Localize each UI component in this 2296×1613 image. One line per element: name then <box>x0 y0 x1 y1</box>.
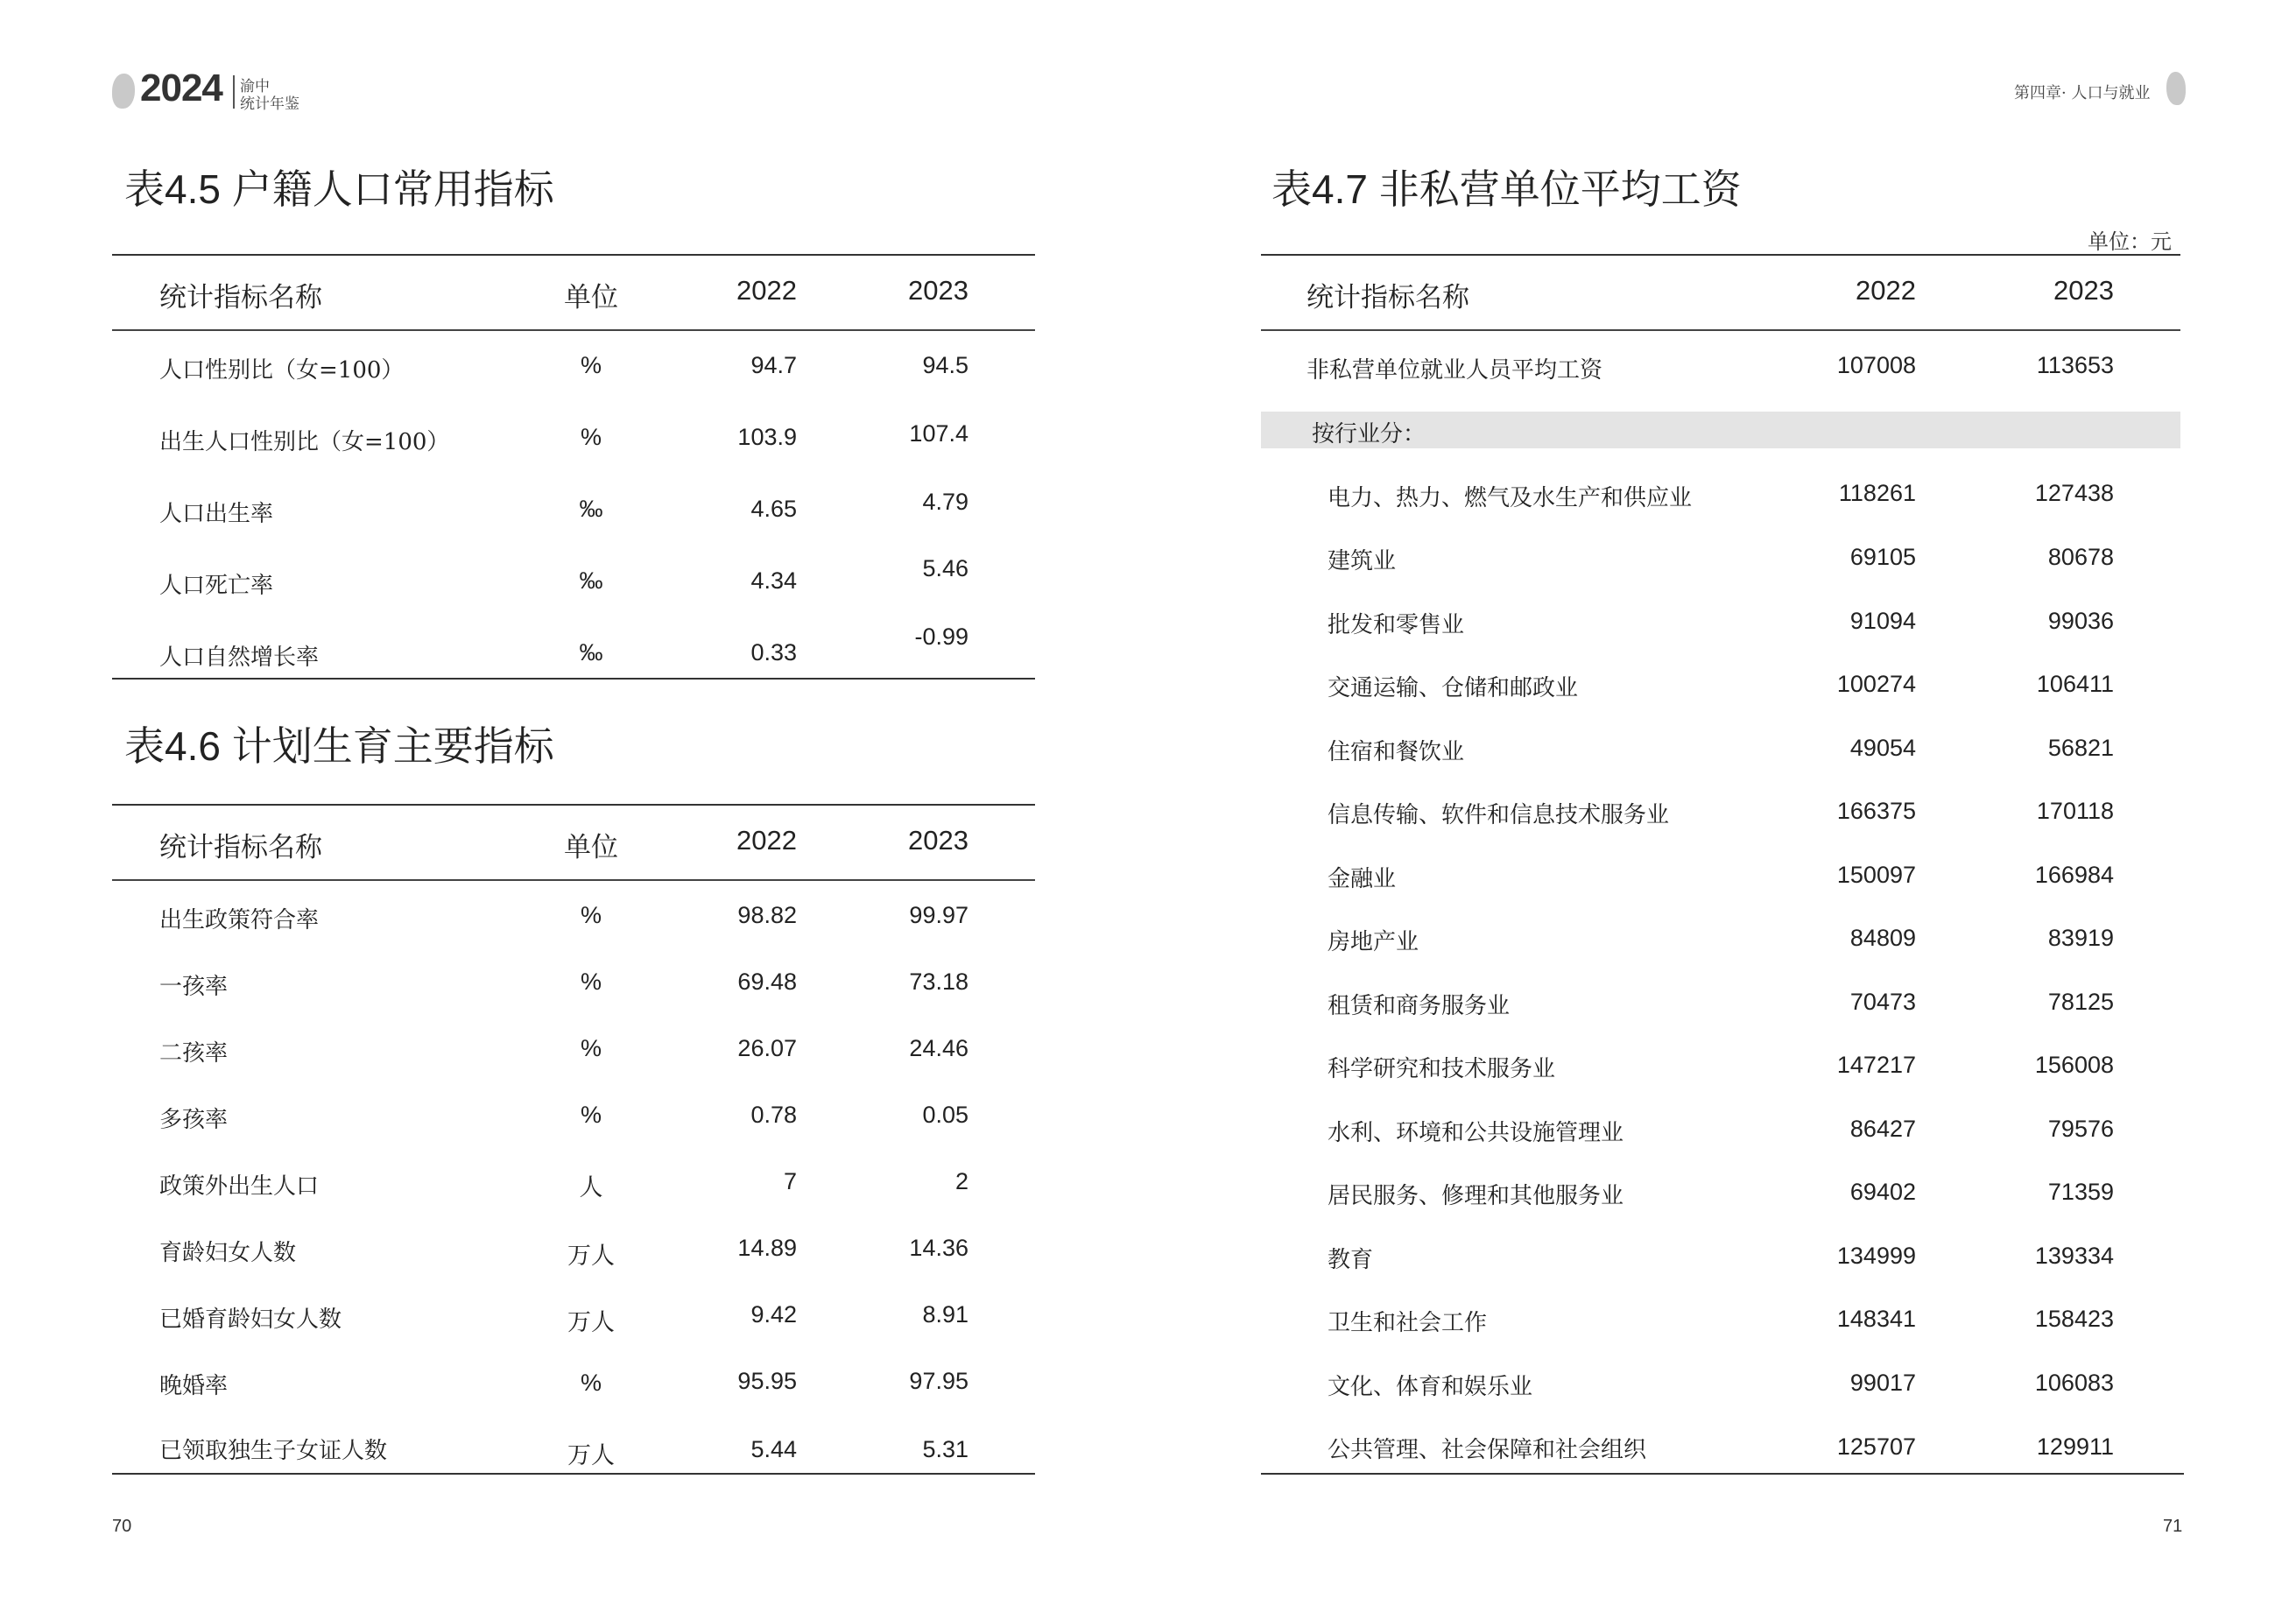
table-row-value-2023: 78125 <box>2047 989 2114 1015</box>
table-row-label: 电力、热力、燃气及水生产和供应业 <box>1328 485 1693 511</box>
table-row-unit: % <box>580 1102 602 1128</box>
table-row-value-2023: 79576 <box>2047 1116 2114 1142</box>
table-row-value-2023: 94.5 <box>922 352 968 378</box>
table-row-value-2023: 5.31 <box>922 1436 968 1462</box>
table47-bottom-rule <box>1261 1473 2184 1475</box>
table-row-value-2023: 139334 <box>2034 1243 2114 1269</box>
table-row-unit: 万人 <box>567 1442 615 1469</box>
logo-divider <box>233 75 235 109</box>
table-row-value-2022: 91094 <box>1849 608 1916 634</box>
table-row-label: 育龄妇女人数 <box>159 1240 297 1266</box>
table47-total-label: 非私营单位就业人员平均工资 <box>1306 357 1603 384</box>
table-row-value-2022: 69402 <box>1849 1179 1916 1205</box>
page-number-left: 70 <box>112 1517 132 1536</box>
table-row-label: 租赁和商务服务业 <box>1328 993 1511 1019</box>
table-row-label: 人口自然增长率 <box>159 644 320 671</box>
table-row-value-2023: 0.05 <box>922 1102 968 1128</box>
table-row-label: 已领取独生子女证人数 <box>159 1438 388 1464</box>
table-row-value-2022: 69105 <box>1849 544 1916 570</box>
table-row-label: 金融业 <box>1328 866 1397 892</box>
table-row-value-2022: 103.9 <box>737 424 797 450</box>
table-row-value-2023: 97.95 <box>909 1368 968 1394</box>
table-row-label: 出生人口性别比（女=100） <box>159 429 450 455</box>
table-row-label: 政策外出生人口 <box>159 1173 320 1200</box>
table45-top-rule <box>112 254 1035 256</box>
table-row-value-2023: 99.97 <box>909 902 968 928</box>
table-row-value-2023: 4.79 <box>922 489 968 515</box>
table46-header-2022: 2022 <box>736 825 797 856</box>
table-row-value-2023: 83919 <box>2047 925 2114 951</box>
table-row-value-2022: 150097 <box>1836 862 1916 888</box>
table-row-unit: % <box>580 902 602 928</box>
header-book-line2: 统计年鉴 <box>240 95 299 113</box>
table-row-value-2022: 4.65 <box>750 496 797 522</box>
table46-bottom-rule <box>112 1473 1035 1475</box>
table-row-value-2022: 49054 <box>1849 735 1916 761</box>
table47-unit-note: 单位：元 <box>2088 229 2172 254</box>
table-row-unit: % <box>580 1035 602 1061</box>
table-row-label: 教育 <box>1328 1247 1374 1273</box>
table-row-value-2023: 73.18 <box>909 969 968 995</box>
table-row-unit: ‰ <box>579 496 603 522</box>
table-row-value-2023: 8.91 <box>922 1301 968 1328</box>
table-row-value-2022: 14.89 <box>737 1235 797 1261</box>
chapter-title: 第四章· 人口与就业 <box>2014 84 2151 102</box>
table-row-unit: ‰ <box>579 567 603 594</box>
table-row-label: 建筑业 <box>1328 548 1397 574</box>
table-row-unit: 万人 <box>567 1309 615 1336</box>
yearbook-logo-icon <box>112 74 135 109</box>
table-row-unit: % <box>580 424 602 450</box>
table-row-label: 住宿和餐饮业 <box>1328 739 1465 765</box>
table-row-unit: % <box>580 352 602 378</box>
page-number-right: 71 <box>2163 1517 2183 1536</box>
table-row-value-2022: 118261 <box>1838 480 1916 506</box>
table-row-unit: 人 <box>579 1174 603 1201</box>
table-row-label: 批发和零售业 <box>1328 612 1465 638</box>
table-row-value-2022: 166375 <box>1836 798 1916 824</box>
table-row-value-2022: 26.07 <box>737 1035 797 1061</box>
table-row-value-2022: 4.34 <box>750 567 797 594</box>
table-row-value-2022: 84809 <box>1849 925 1916 951</box>
table-row-label: 人口死亡率 <box>159 573 274 599</box>
table-row-value-2022: 0.78 <box>750 1102 797 1128</box>
table-row-label: 公共管理、社会保障和社会组织 <box>1328 1437 1647 1463</box>
table-row-value-2022: 7 <box>783 1168 797 1194</box>
table47-total-2022: 107008 <box>1836 352 1916 378</box>
table-row-value-2023: 129911 <box>2036 1433 2114 1460</box>
table-row-value-2023: -0.99 <box>914 623 968 650</box>
table-row-value-2022: 100274 <box>1836 671 1916 697</box>
table-row-label: 一孩率 <box>159 974 229 1000</box>
table45-header-rule <box>112 329 1035 331</box>
table-row-value-2023: 5.46 <box>922 555 968 581</box>
table-row-value-2022: 125707 <box>1836 1433 1916 1460</box>
table46-title: 表4.6 计划生育主要指标 <box>124 723 554 769</box>
table-row-label: 水利、环境和公共设施管理业 <box>1328 1120 1624 1146</box>
table47-title: 表4.7 非私营单位平均工资 <box>1271 166 1742 212</box>
header-book-line1: 渝中 <box>240 78 270 95</box>
table-row-unit: 万人 <box>567 1243 615 1270</box>
table-row-label: 多孩率 <box>159 1107 229 1133</box>
table-row-value-2023: 56821 <box>2047 735 2114 761</box>
table-row-value-2023: 14.36 <box>909 1235 968 1261</box>
table-row-value-2023: 71359 <box>2047 1179 2114 1205</box>
table-row-label: 居民服务、修理和其他服务业 <box>1328 1183 1624 1209</box>
table-row-value-2022: 9.42 <box>750 1301 797 1328</box>
table-row-value-2023: 107.4 <box>909 420 968 447</box>
table-row-value-2023: 127438 <box>2034 480 2114 506</box>
table-row-label: 科学研究和技术服务业 <box>1328 1056 1556 1082</box>
table47-header-name: 统计指标名称 <box>1306 282 1469 313</box>
table-row-label: 人口性别比（女=100） <box>159 357 405 384</box>
table45-header-2022: 2022 <box>736 275 797 306</box>
table-row-value-2022: 98.82 <box>737 902 797 928</box>
table-row-label: 信息传输、软件和信息技术服务业 <box>1328 802 1670 828</box>
table46-top-rule <box>112 804 1035 806</box>
table46-header-unit: 单位 <box>564 832 618 863</box>
table-row-value-2023: 80678 <box>2047 544 2114 570</box>
table47-header-2022: 2022 <box>1856 275 1916 306</box>
table-row-value-2022: 95.95 <box>737 1368 797 1394</box>
table-row-label: 房地产业 <box>1328 929 1419 955</box>
table47-top-rule <box>1261 254 2180 256</box>
table-row-label: 文化、体育和娱乐业 <box>1328 1374 1533 1400</box>
table-row-value-2023: 24.46 <box>909 1035 968 1061</box>
table46-header-rule <box>112 879 1035 881</box>
table-row-value-2022: 5.44 <box>750 1436 797 1462</box>
table-row-label: 人口出生率 <box>159 501 274 527</box>
table-row-value-2023: 158423 <box>2034 1306 2114 1332</box>
table-row-value-2022: 69.48 <box>737 969 797 995</box>
header-year: 2024 <box>140 67 222 109</box>
table-row-label: 交通运输、仓储和邮政业 <box>1328 675 1579 701</box>
table-row-value-2023: 170118 <box>2036 798 2114 824</box>
table45-header-2023: 2023 <box>908 275 968 306</box>
chapter-decoration-icon <box>2166 72 2186 105</box>
table45-header-unit: 单位 <box>564 282 618 313</box>
table-row-unit: % <box>580 969 602 995</box>
table-row-label: 出生政策符合率 <box>159 907 320 933</box>
table47-header-2023: 2023 <box>2053 275 2114 306</box>
table-row-value-2023: 166984 <box>2034 862 2114 888</box>
table47-total-2023: 113653 <box>2036 352 2114 378</box>
table-row-value-2022: 0.33 <box>750 639 797 666</box>
table-row-label: 已婚育龄妇女人数 <box>159 1307 342 1333</box>
table-row-label: 卫生和社会工作 <box>1328 1310 1488 1336</box>
table-row-value-2022: 134999 <box>1836 1243 1916 1269</box>
table45-header-name: 统计指标名称 <box>159 282 322 313</box>
table46-header-2023: 2023 <box>908 825 968 856</box>
table45-title: 表4.5 户籍人口常用指标 <box>124 166 554 212</box>
table-row-value-2023: 156008 <box>2034 1052 2114 1078</box>
table-row-value-2022: 86427 <box>1849 1116 1916 1142</box>
table-row-value-2022: 70473 <box>1849 989 1916 1015</box>
table-row-value-2022: 99017 <box>1849 1370 1916 1396</box>
table-row-value-2022: 148341 <box>1836 1306 1916 1332</box>
table-row-unit: % <box>580 1370 602 1396</box>
section-label: 按行业分： <box>1312 421 1426 447</box>
table-row-value-2023: 106083 <box>2034 1370 2114 1396</box>
table-row-value-2022: 147217 <box>1836 1052 1916 1078</box>
table-row-label: 二孩率 <box>159 1040 229 1067</box>
table47-header-rule <box>1261 329 2180 331</box>
table46-header-name: 统计指标名称 <box>159 832 322 863</box>
table-row-label: 晚婚率 <box>159 1373 229 1399</box>
table-row-value-2023: 99036 <box>2047 608 2114 634</box>
table45-bottom-rule <box>112 678 1035 680</box>
table-row-value-2022: 94.7 <box>750 352 797 378</box>
table-row-value-2023: 2 <box>954 1168 968 1194</box>
table-row-value-2023: 106411 <box>2036 671 2114 697</box>
table-row-unit: ‰ <box>579 639 603 666</box>
